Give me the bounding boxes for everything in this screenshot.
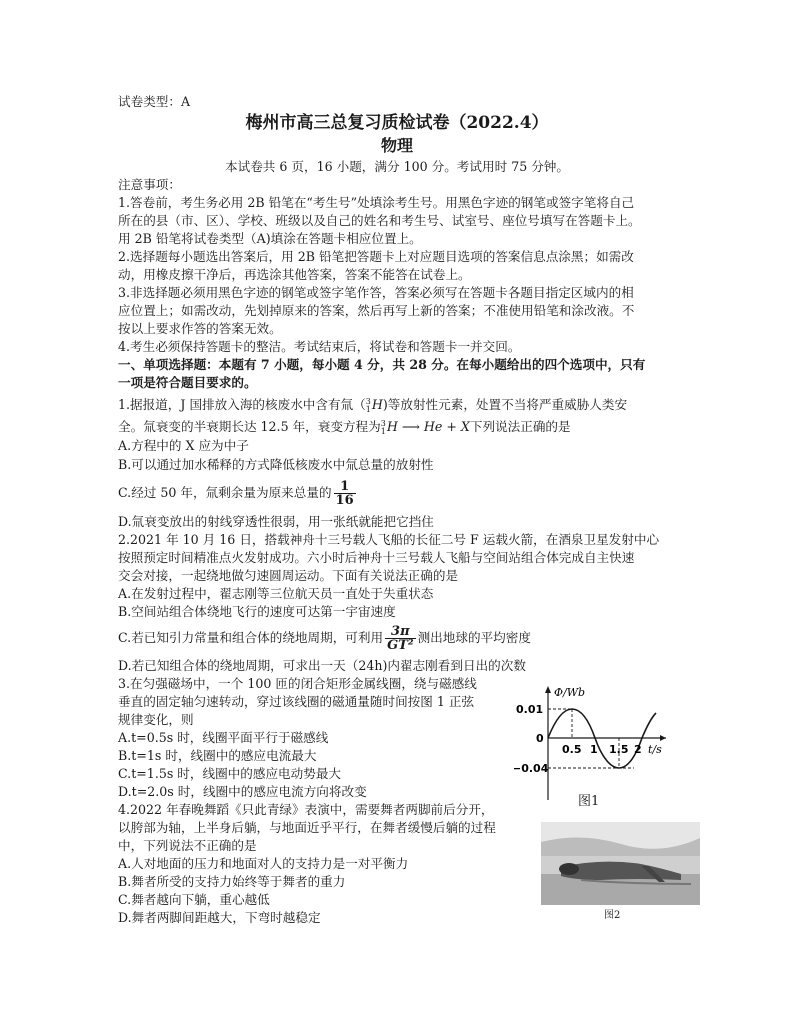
q1-option-d: D.氚衰变放出的射线穿透性很弱，用一张纸就能把它挡住 bbox=[118, 514, 434, 529]
x-tick: 0.5 bbox=[562, 743, 582, 756]
q2-option-c: C.若已知引力常量和组合体的绕地周期，可利用 $\frac{3\pi}{\text{GT²}}$ 测出地球的平均密度 bbox=[118, 624, 531, 653]
q3-stem: 3.在匀强磁场中，一个 100 匝的闭合矩形金属线圈，绕与磁感线 bbox=[118, 676, 477, 691]
q1-equation: H ⟶ He + X bbox=[386, 419, 470, 434]
figure-2-photo bbox=[541, 822, 700, 905]
notes-line: 2.选择题每小题选出答案后，用 2B 铅笔把答题卡上对应题目选项的答案信息点涂黑；如需改 bbox=[118, 249, 634, 264]
q1-option-b: B.可以通过加水稀释的方式降低核废水中氚总量的放射性 bbox=[118, 457, 434, 472]
page-title: 梅州市高三总复习质检试卷（2022.4） bbox=[245, 113, 549, 133]
y-tick-bottom: −0.04 bbox=[514, 762, 549, 775]
subject-title: 物理 bbox=[380, 136, 413, 155]
y-axis-label: Φ/Wb bbox=[554, 686, 586, 699]
notes-line: 所在的县（市、区）、学校、班级以及自己的姓名和考生号、试室号、座位号填写在答题卡上。 bbox=[118, 213, 641, 228]
q1-option-c: C.经过 50 年，氚剩余量为原来总量的 $\frac{1}{16}$ bbox=[118, 479, 354, 508]
notes-line: 应位置上；如需改动，先划掉原来的答案，然后再写上新的答案；不准使用铅笔和涂改液。不 bbox=[118, 303, 635, 318]
q2-option-b: B.空间站组合体绕地飞行的速度可达第一宇宙速度 bbox=[118, 604, 396, 619]
q4-stem: 4.2022 年春晚舞蹈《只此青绿》表演中，需要舞者两脚前后分开， bbox=[118, 802, 494, 817]
q3-option-c: C.t=1.5s 时，线圈中的感应电动势最大 bbox=[118, 766, 342, 781]
q2-option-a: A.在发射过程中，翟志刚等三位航天员一直处于失重状态 bbox=[118, 586, 434, 601]
notes-line: 3.非选择题必须用黑色字迹的钢笔或签字笔作答，答案必须写在答题卡各题目指定区域内的相 bbox=[118, 285, 634, 300]
figure-2-caption: 图2 bbox=[604, 910, 621, 921]
paper-type: 试卷类型：A bbox=[118, 94, 191, 109]
q3-stem: 垂直的固定轴匀速转动，穿过该线圈的磁通量随时间按图 1 正弦 bbox=[118, 694, 475, 709]
q1-stem-line1: 1.据报道，J 国排放入海的核废水中含有氚（ 3 1 H)等放射性元素，处置不当将严重威胁人类安 bbox=[118, 396, 628, 414]
y-tick-zero: 0 bbox=[536, 732, 544, 745]
dancer-image bbox=[541, 822, 700, 905]
q1-option-a: A.方程中的 X 应为中子 bbox=[118, 438, 249, 453]
notes-line: 动，用橡皮擦干净后，再选涂其他答案，答案不能答在试卷上。 bbox=[118, 267, 471, 282]
q3-stem: 规律变化，则 bbox=[118, 712, 194, 727]
y-axis-arrow bbox=[545, 686, 551, 693]
section-heading-cont: 一项是符合题目要求的。 bbox=[118, 375, 257, 390]
x-axis-label: t/s bbox=[648, 743, 662, 756]
x-tick: 1 bbox=[590, 743, 598, 756]
notes-line: 4.考生必须保持答题卡的整洁。考试结束后，将试卷和答题卡一并交回。 bbox=[118, 339, 521, 354]
figure-1-graph bbox=[514, 680, 674, 808]
q2-stem: 2.2021 年 10 月 16 日，搭载神舟十三号载人飞船的长征二号 F 运载火箭，在酒泉卫星发射中心 bbox=[118, 532, 660, 547]
q3-option-a: A.t=0.5s 时，线圈平面平行于磁感线 bbox=[118, 730, 329, 745]
notes-heading: 注意事项： bbox=[118, 177, 181, 192]
q4-option-b: B.舞者所受的支持力始终等于舞者的重力 bbox=[118, 874, 346, 889]
exam-info: 本试卷共 6 页，16 小题，满分 100 分。考试用时 75 分钟。 bbox=[225, 159, 569, 174]
q2-stem: 按照预定时间精准点火发射成功。六小时后神舟十三号载人飞船与空间站组合体完成自主快速 bbox=[118, 550, 635, 565]
q1-iso-h: 3 1 bbox=[365, 396, 371, 414]
q2-stem: 交会对接，一起绕地做匀速圆周运动。下面有关说法正确的是 bbox=[118, 568, 459, 583]
notes-line: 按以上要求作答的答案无效。 bbox=[118, 321, 282, 336]
q3-option-d: D.t=2.0s 时，线圈中的感应电流方向将改变 bbox=[118, 784, 367, 799]
x-tick: 1.5 bbox=[609, 743, 629, 756]
q4-stem: 中，下列说法不正确的是 bbox=[118, 838, 257, 853]
x-tick: 2 bbox=[634, 743, 642, 756]
q3-option-b: B.t=1s 时，线圈中的感应电流最大 bbox=[118, 748, 317, 763]
y-tick-top: 0.01 bbox=[516, 703, 544, 716]
notes-line: 1.答卷前，考生务必用 2B 铅笔在“考生号”处填涂考生号。用黑色字迹的钢笔或签字笔将自己 bbox=[118, 195, 635, 210]
q1-stem-line2: 全。氚衰变的半衰期长达 12.5 年，衰变方程为 3 1 H ⟶ He + X下列说法正确的是 bbox=[118, 418, 571, 436]
q4-option-c: C.舞者越向下躺，重心越低 bbox=[118, 892, 270, 907]
notes-line: 用 2B 铅笔将试卷类型（A)填涂在答题卡相应位置上。 bbox=[118, 231, 422, 246]
q4-option-a: A.人对地面的压力和地面对人的支持力是一对平衡力 bbox=[118, 856, 409, 871]
x-axis-arrow bbox=[660, 735, 666, 741]
q2-option-d: D.若已知组合体的绕地周期，可求出一天（24h)内翟志刚看到日出的次数 bbox=[118, 658, 526, 673]
flux-time-plot bbox=[514, 680, 674, 808]
section-heading: 一、单项选择题：本题有 7 小题，每小题 4 分，共 28 分。在每小题给出的四个选项中，只有 bbox=[118, 357, 646, 372]
q2-fraction: $\frac{3\pi}{\text{GT²}}$ bbox=[387, 624, 414, 653]
q1-fraction: $\frac{1}{16}$ bbox=[335, 479, 354, 508]
q4-stem: 以胯部为轴，上半身后躺，与地面近乎平行，在舞者缓慢后躺的过程 bbox=[118, 820, 496, 835]
q4-option-d: D.舞者两脚间距越大，下弯时越稳定 bbox=[118, 910, 321, 925]
figure-1-caption: 图1 bbox=[578, 794, 600, 809]
